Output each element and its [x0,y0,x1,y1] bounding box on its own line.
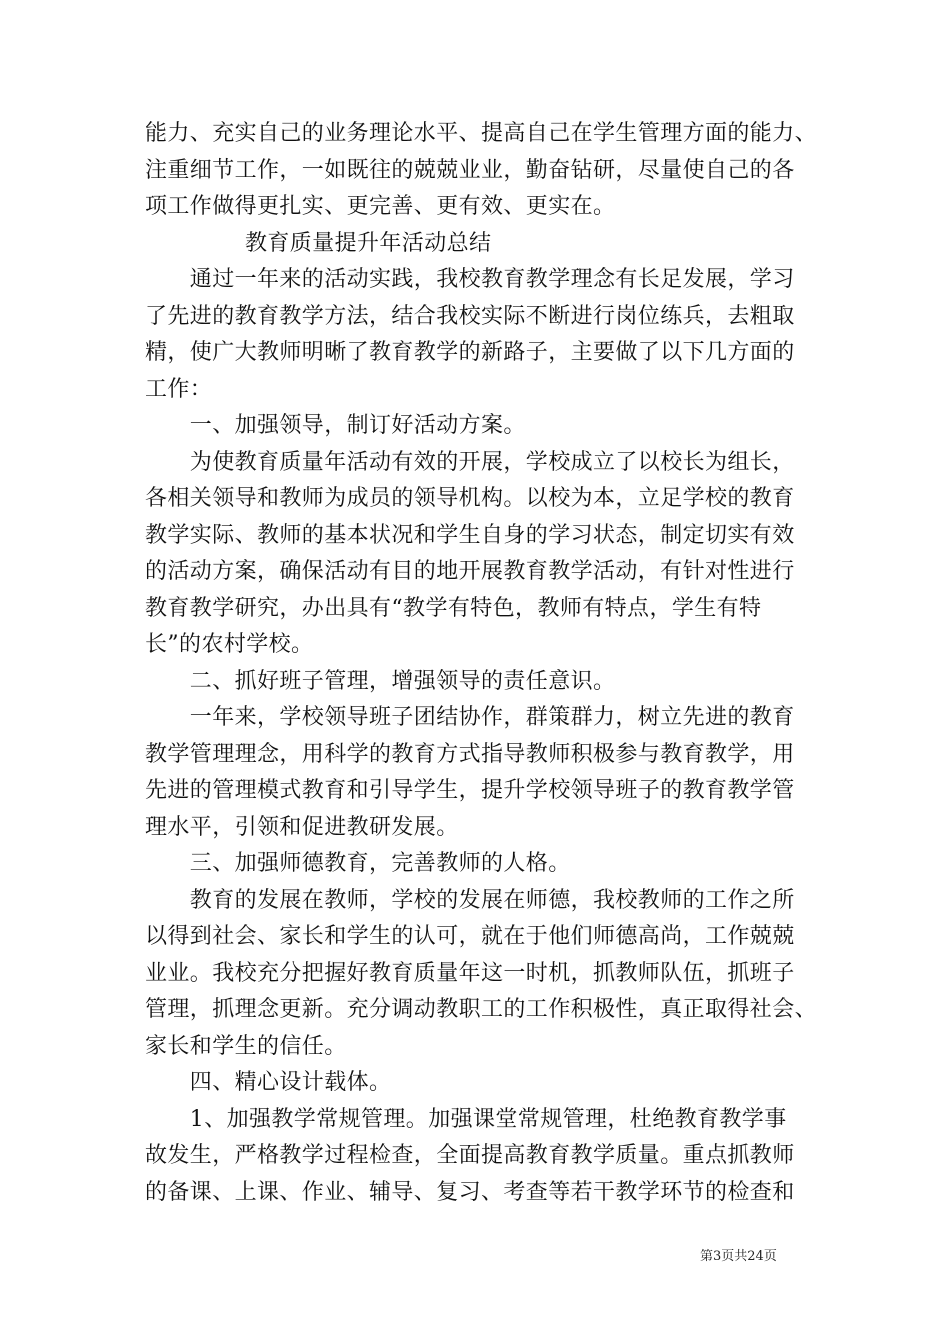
text-line-11: 各相关领导和教师为成员的领导机构。以校为本，立足学校的教育 [145,486,795,511]
text-line-15: 长”的农村学校。 [145,632,314,657]
text-line-20: 理水平，引领和促进教研发展。 [145,814,459,840]
text-line-5: 通过一年来的活动实践，我校教育教学理念有长足发展，学习 [145,267,795,292]
heading-1: 一、加强领导，制订好活动方案。 [145,413,526,438]
text-line-8: 工作： [145,376,213,402]
text-line-6: 了先进的教育教学方法，结合我校实际不断进行岗位练兵，去粗取 [145,303,795,329]
text-line-1: 能力、充实自己的业务理论水平、提高自己在学生管理方面的能力、 [145,121,818,146]
heading-4: 四、精心设计载体。 [145,1070,392,1095]
text-line-18: 教学管理理念，用科学的教育方式指导教师积极参与教育教学，用 [145,741,795,767]
text-line-26: 家长和学生的信任。 [145,1033,347,1059]
text-line-23: 以得到社会、家长和学生的认可，就在于他们师德高尚，工作兢兢 [145,924,795,949]
text-line-25: 管理，抓理念更新。充分调动教职工的工作积极性，真正取得社会、 [145,997,818,1022]
text-line-29: 故发生，严格教学过程检查，全面提高教育教学质量。重点抓教师 [145,1143,795,1168]
text-line-19: 先进的管理模式教育和引导学生，提升学校领导班子的教育教学管 [145,778,795,803]
text-line-2: 注重细节工作，一如既往的兢兢业业，勤奋钻研，尽量使自己的各 [145,157,795,183]
text-line-30: 的备课、上课、作业、辅导、复习、考查等若干教学环节的检查和 [145,1179,795,1205]
text-line-17: 一年来，学校领导班子团结协作，群策群力，树立先进的教育 [145,705,795,730]
text-line-3: 项工作做得更扎实、更完善、更有效、更实在。 [145,194,616,219]
page-number: 第3页共24页 [700,1249,777,1264]
text-line-14: 教育教学研究，办出具有“教学有特色，教师有特点，学生有特 [145,595,762,621]
text-line-12: 教学实际、教师的基本状况和学生自身的学习状态，制定切实有效 [145,522,795,548]
heading-2: 二、抓好班子管理，增强领导的责任意识。 [145,668,616,694]
text-line-13: 的活动方案，确保活动有目的地开展教育教学活动，有针对性进行 [145,559,795,584]
heading-3: 三、加强师德教育，完善教师的人格。 [145,851,571,876]
text-line-7: 精，使广大教师明晰了教育教学的新路子，主要做了以下几方面的 [145,340,795,365]
document-body [145,116,818,1211]
text-line-28: 1、加强教学常规管理。加强课堂常规管理，杜绝教育教学事 [145,1106,787,1132]
text-line-22: 教育的发展在教师，学校的发展在师德，我校教师的工作之所 [145,887,795,913]
text-line-24: 业业。我校充分把握好教育质量年这一时机，抓教师队伍，抓班子 [145,960,795,986]
text-line-10: 为使教育质量年活动有效的开展，学校成立了以校长为组长， [145,449,795,475]
section-title: 教育质量提升年活动总结 [245,230,492,256]
